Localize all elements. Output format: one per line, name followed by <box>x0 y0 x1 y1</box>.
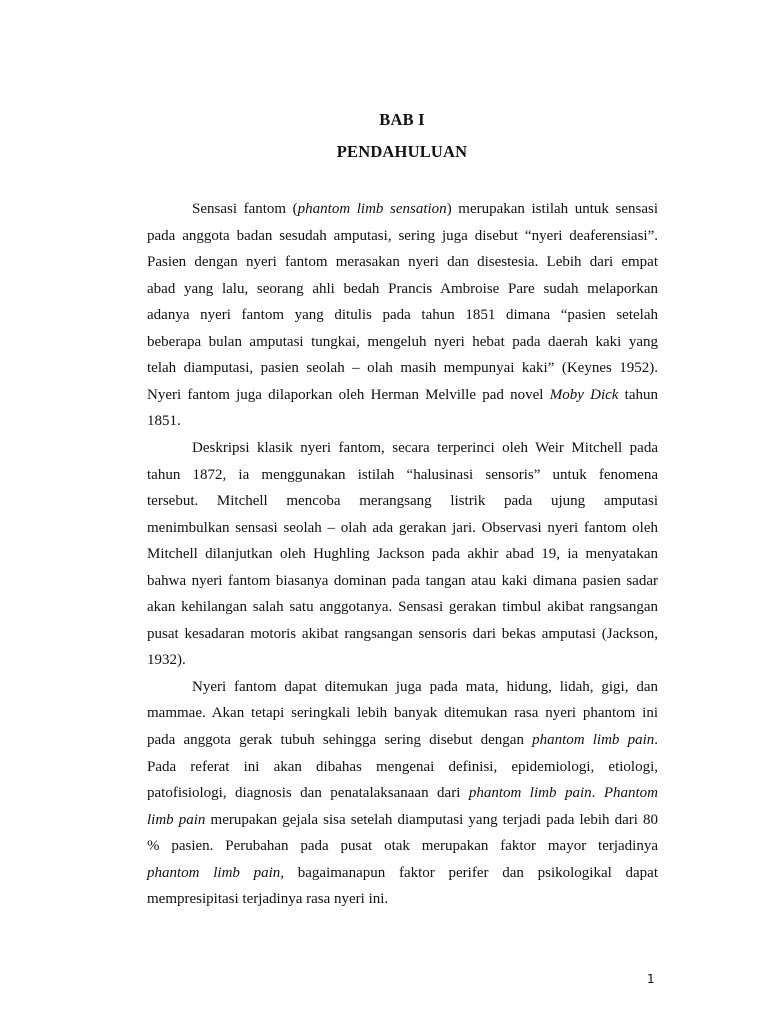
text-segment: tahun <box>618 386 659 403</box>
italic-text: phantom limb pain <box>468 785 592 802</box>
text-line <box>147 545 658 563</box>
text-line <box>147 704 658 722</box>
text-line <box>147 253 658 271</box>
text-line <box>192 678 658 696</box>
text-segment: 1851. <box>147 413 181 430</box>
text-segment: bahwa nyeri fantom biasanya dominan pada tangan atau kaki dimana pasien sadar <box>147 572 658 589</box>
chapter-title: PENDAHULUAN <box>336 142 468 161</box>
text-segment: merupakan gejala sisa setelah diamputasi yang terjadi pada lebih dari 80 <box>205 811 658 828</box>
text-segment: pusat kesadaran motoris akibat rangsangan sensoris dari bekas amputasi (Jackson, <box>147 625 658 642</box>
text-segment: bagaimanapun faktor perifer dan psikologikal dapat <box>284 864 658 881</box>
italic-text: Phantom <box>603 785 659 802</box>
text-line <box>147 731 658 749</box>
text-line <box>147 466 658 484</box>
italic-text: phantom limb sensation <box>297 201 447 217</box>
text-line <box>192 439 658 457</box>
text-line <box>147 359 658 377</box>
text-segment: Pada referat ini akan dibahas mengenai definisi, epidemiologi, etiologi, <box>147 758 658 775</box>
text-line <box>147 625 658 643</box>
text-segment: mammae. Akan tetapi seringkali lebih banyak ditemukan rasa nyeri phantom ini <box>147 705 658 722</box>
text-line <box>147 651 658 669</box>
text-segment: 1932). <box>147 652 186 669</box>
italic-text: phantom limb pain <box>532 732 655 748</box>
text-line <box>147 412 658 430</box>
text-segment: adanya nyeri fantom yang ditulis pada tahun 1851 dimana “pasien setelah <box>147 307 658 324</box>
text-line <box>147 492 658 510</box>
text-segment: telah diamputasi, pasien seolah – olah masih mempunyai kaki” (Keynes 1952). <box>147 360 658 377</box>
text-line <box>147 598 658 616</box>
text-segment: pada anggota gerak tubuh sehingga sering disebut dengan <box>147 732 533 748</box>
text-segment: % pasien. Perubahan pada pusat otak merupakan faktor mayor terjadinya <box>147 838 658 855</box>
italic-text: phantom limb pain, <box>147 864 285 881</box>
text-segment: tersebut. Mitchell mencoba merangsang listrik pada ujung amputasi <box>147 493 658 510</box>
text-line <box>147 784 658 802</box>
text-line <box>147 306 658 324</box>
text-line <box>147 519 658 537</box>
text-segment: Mitchell dilanjutkan oleh Hughling Jackson pada akhir abad 19, ia menyatakan <box>147 546 658 563</box>
text-segment: . <box>591 785 604 802</box>
text-segment: akan kehilangan salah satu anggotanya. Sensasi gerakan timbul akibat rangsangan <box>147 599 658 616</box>
chapter-heading: BAB I <box>379 110 425 129</box>
page-number: 1 <box>647 972 655 986</box>
text-line <box>147 572 658 590</box>
text-segment: Deskripsi klasik nyeri fantom, secara terperinci oleh Weir Mitchell pada <box>192 439 658 456</box>
italic-text: limb pain <box>147 811 206 828</box>
text-line <box>147 758 658 776</box>
text-line <box>147 280 658 298</box>
text-segment: patofisiologi, diagnosis dan penatalaksanaan dari <box>147 785 469 802</box>
text-segment: Sensasi fantom ( <box>192 201 298 217</box>
text-line <box>147 333 658 351</box>
text-line <box>192 200 658 218</box>
text-segment: abad yang lalu, seorang ahli bedah Prancis Ambroise Pare sudah melaporkan <box>147 280 658 297</box>
text-segment: menimbulkan sensasi seolah – olah ada gerakan jari. Observasi nyeri fantom oleh <box>147 519 658 536</box>
text-line <box>147 386 658 404</box>
text-segment: . <box>654 732 658 748</box>
text-segment: ) merupakan istilah untuk sensasi <box>446 201 658 217</box>
text-segment: mempresipitasi terjadinya rasa nyeri ini. <box>147 891 389 908</box>
text-segment: pada anggota badan sesudah amputasi, sering juga disebut “nyeri deaferensiasi”. <box>147 227 658 244</box>
text-segment: beberapa bulan amputasi tungkai, mengeluh nyeri hebat pada daerah kaki yang <box>147 333 658 350</box>
text-line <box>147 811 658 829</box>
text-line <box>147 837 658 855</box>
text-line <box>147 227 658 245</box>
text-segment: Pasien dengan nyeri fantom merasakan nyeri dan disestesia. Lebih dari empat <box>147 254 658 271</box>
text-segment: tahun 1872, ia menggunakan istilah “halusinasi sensoris” untuk fenomena <box>147 466 658 483</box>
text-line <box>147 864 658 882</box>
text-line <box>147 890 658 908</box>
italic-text: Moby Dick <box>549 386 619 403</box>
text-segment: Nyeri fantom juga dilaporkan oleh Herman Melville pad novel <box>147 386 550 403</box>
text-segment: Nyeri fantom dapat ditemukan juga pada mata, hidung, lidah, gigi, dan <box>192 678 658 695</box>
